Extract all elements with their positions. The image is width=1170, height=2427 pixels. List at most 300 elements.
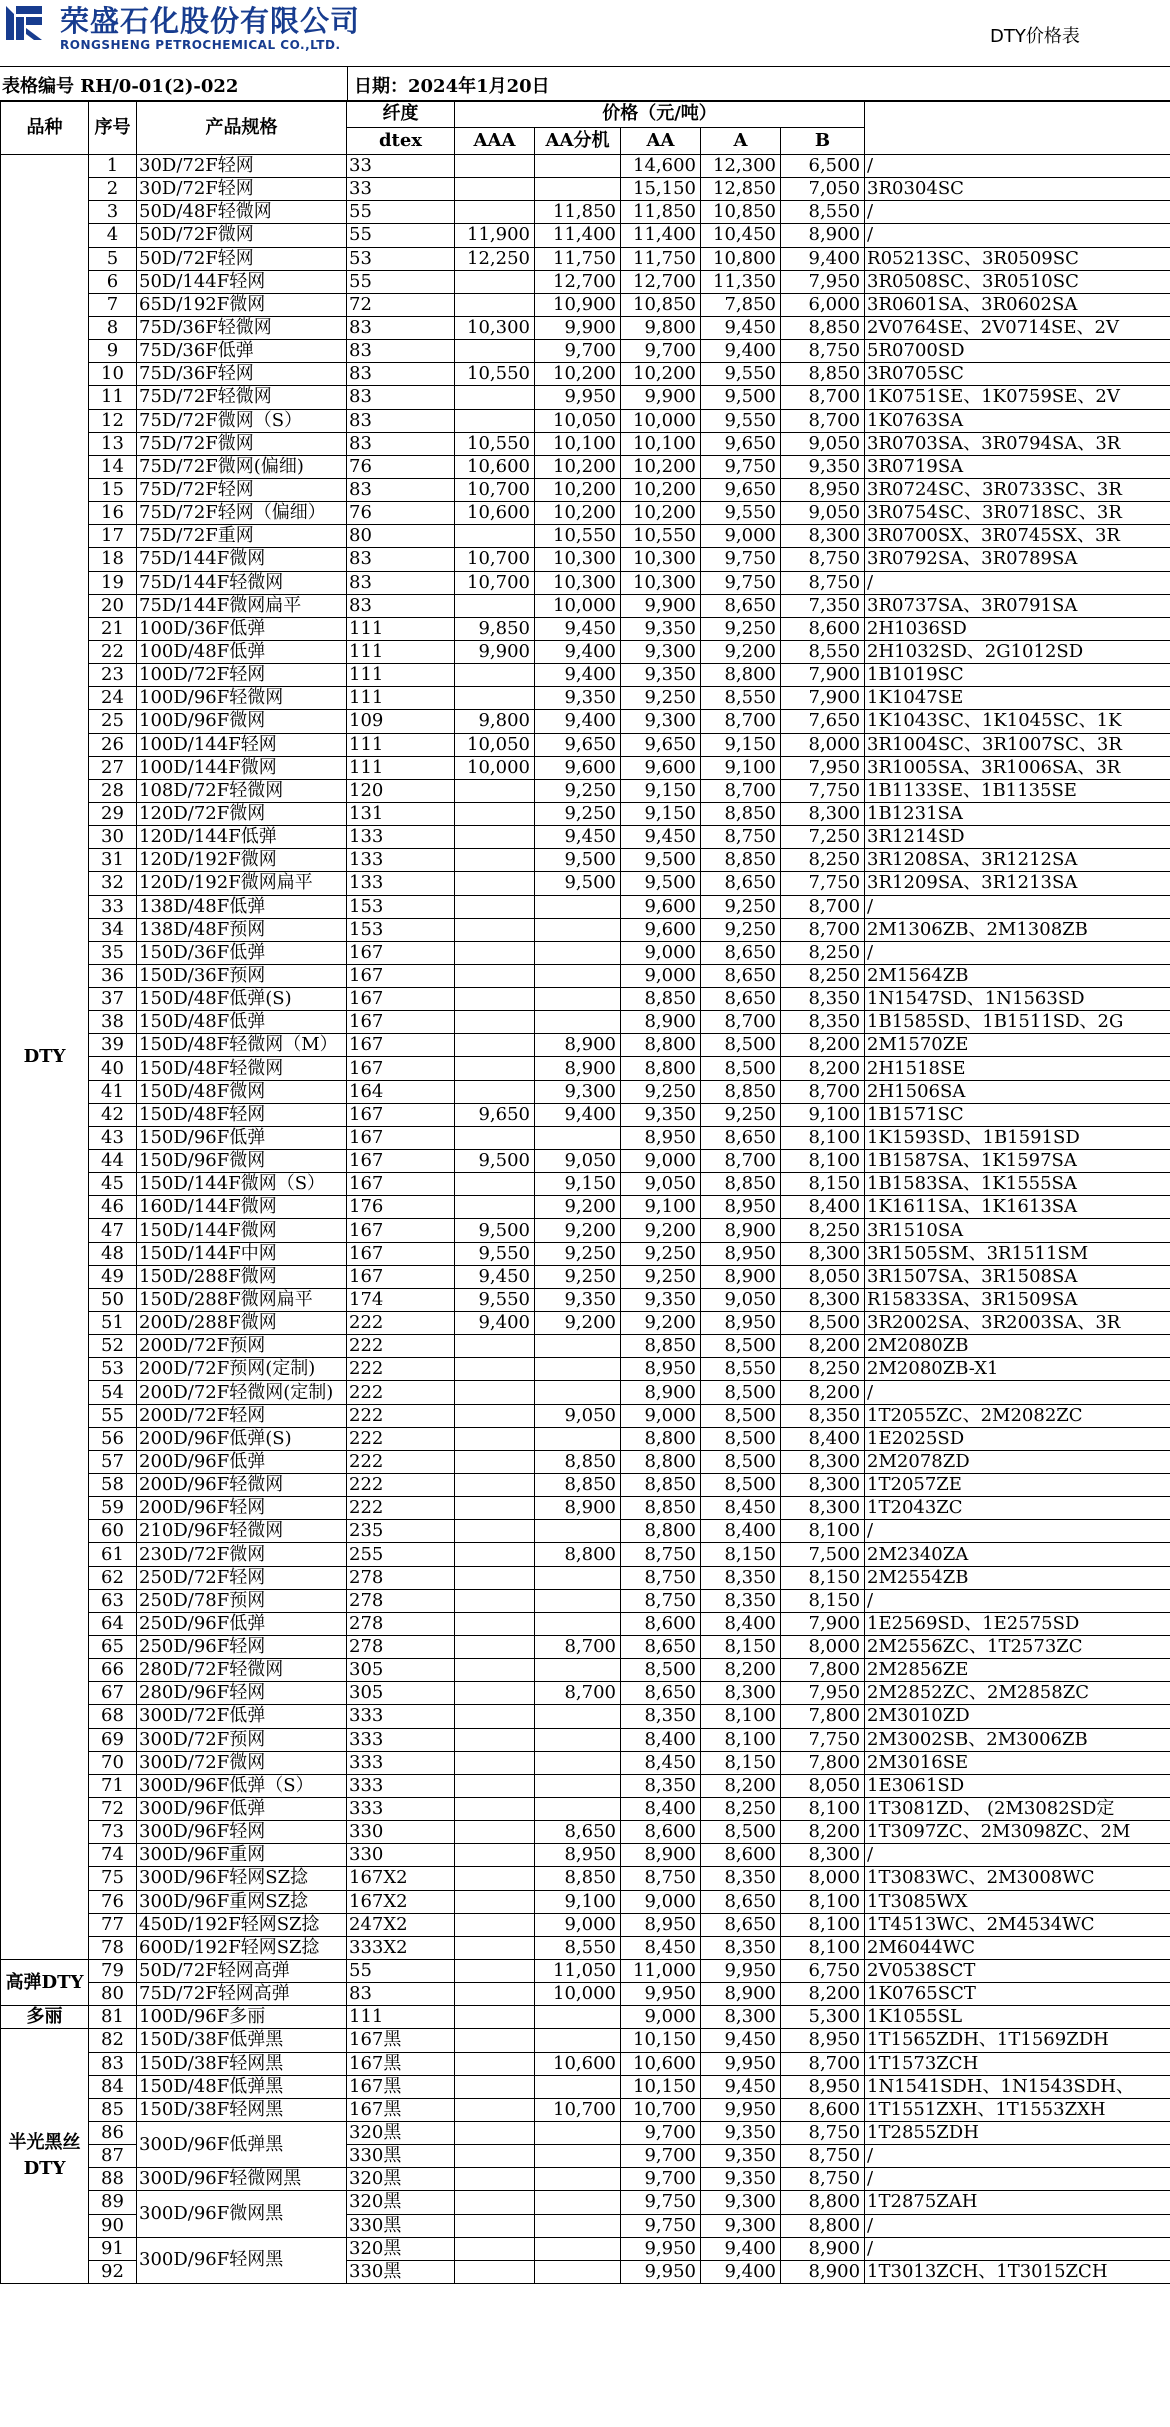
dtex-cell: 76 <box>347 502 455 525</box>
aa-cell: 9,000 <box>621 2006 701 2029</box>
b-cell: 8,050 <box>781 1265 865 1288</box>
a-cell: 10,850 <box>701 201 781 224</box>
spec-cell: 280D/72F轻微网 <box>137 1659 347 1682</box>
table-row <box>1 826 1170 849</box>
a-cell: 8,500 <box>701 1034 781 1057</box>
aa-cell: 10,200 <box>621 478 701 501</box>
aa-split-cell: 9,200 <box>535 1196 621 1219</box>
aa-cell: 14,600 <box>621 155 701 178</box>
b-cell: 5,300 <box>781 2006 865 2029</box>
table-row <box>1 293 1170 316</box>
b-cell: 8,750 <box>781 2121 865 2144</box>
a-cell: 9,250 <box>701 1103 781 1126</box>
aa-cell: 9,350 <box>621 664 701 687</box>
aaa-cell <box>455 1959 535 1982</box>
dtex-cell: 167黑 <box>347 2098 455 2121</box>
dtex-cell: 305 <box>347 1659 455 1682</box>
seq-cell: 13 <box>89 432 137 455</box>
seq-cell: 4 <box>89 224 137 247</box>
a-cell: 8,800 <box>701 664 781 687</box>
dtex-cell: 305 <box>347 1682 455 1705</box>
batch-cell: 1K0765SCT <box>865 1983 1170 2006</box>
aa-cell: 9,000 <box>621 941 701 964</box>
batch-cell: 2M2852ZC、2M2858ZC <box>865 1682 1170 1705</box>
table-row <box>1 363 1170 386</box>
b-cell: 8,300 <box>781 1450 865 1473</box>
aa-split-cell: 10,050 <box>535 409 621 432</box>
aaa-cell <box>455 988 535 1011</box>
dtex-cell: 167 <box>347 1103 455 1126</box>
b-cell: 8,000 <box>781 1867 865 1890</box>
aaa-cell <box>455 1728 535 1751</box>
table-row <box>1 2237 1170 2260</box>
dtex-cell: 153 <box>347 918 455 941</box>
spec-cell: 75D/144F微网扁平 <box>137 594 347 617</box>
seq-cell: 25 <box>89 710 137 733</box>
dtex-cell: 167 <box>347 1242 455 1265</box>
seq-cell: 18 <box>89 548 137 571</box>
dtex-cell: 55 <box>347 270 455 293</box>
aaa-cell: 10,700 <box>455 548 535 571</box>
b-cell: 8,750 <box>781 2168 865 2191</box>
aa-split-cell <box>535 1520 621 1543</box>
table-row <box>1 1288 1170 1311</box>
aaa-cell <box>455 1705 535 1728</box>
aa-split-cell <box>535 2029 621 2052</box>
spec-cell: 150D/48F微网 <box>137 1080 347 1103</box>
b-cell: 8,100 <box>781 1936 865 1959</box>
seq-cell: 80 <box>89 1983 137 2006</box>
aaa-cell <box>455 1821 535 1844</box>
b-cell: 8,500 <box>781 1312 865 1335</box>
spec-cell: 100D/96F轻微网 <box>137 687 347 710</box>
dtex-cell: 83 <box>347 548 455 571</box>
table-row <box>1 270 1170 293</box>
aa-cell: 8,400 <box>621 1728 701 1751</box>
aaa-cell <box>455 340 535 363</box>
b-cell: 8,900 <box>781 2260 865 2283</box>
dtex-cell: 33 <box>347 155 455 178</box>
b-cell: 8,700 <box>781 2052 865 2075</box>
b-cell: 8,300 <box>781 525 865 548</box>
dtex-cell: 222 <box>347 1474 455 1497</box>
b-cell: 6,000 <box>781 293 865 316</box>
aaa-cell <box>455 1659 535 1682</box>
dtex-cell: 111 <box>347 687 455 710</box>
aaa-cell: 10,700 <box>455 478 535 501</box>
batch-cell: / <box>865 571 1170 594</box>
dtex-cell: 222 <box>347 1312 455 1335</box>
batch-cell: 1T3081ZD、 (2M3082SD定 <box>865 1797 1170 1820</box>
batch-cell: 2M2080ZB-X1 <box>865 1358 1170 1381</box>
batch-cell: 3R0703SA、3R0794SA、3R <box>865 432 1170 455</box>
batch-cell: / <box>865 155 1170 178</box>
aa-split-cell <box>535 1612 621 1635</box>
b-cell: 8,600 <box>781 617 865 640</box>
table-row <box>1 594 1170 617</box>
spec-cell: 100D/144F轻网 <box>137 733 347 756</box>
aaa-cell <box>455 687 535 710</box>
dtex-cell: 235 <box>347 1520 455 1543</box>
aa-cell: 9,700 <box>621 2168 701 2191</box>
a-cell: 8,150 <box>701 1543 781 1566</box>
a-cell: 8,950 <box>701 1196 781 1219</box>
a-cell: 8,500 <box>701 1335 781 1358</box>
dtex-cell: 167 <box>347 988 455 1011</box>
batch-cell: 1E2569SD、1E2575SD <box>865 1612 1170 1635</box>
dtex-cell: 83 <box>347 386 455 409</box>
b-cell: 8,150 <box>781 1173 865 1196</box>
aa-cell: 9,600 <box>621 918 701 941</box>
b-cell: 7,500 <box>781 1543 865 1566</box>
a-cell: 8,850 <box>701 1080 781 1103</box>
aa-cell: 10,200 <box>621 363 701 386</box>
aa-split-cell: 10,300 <box>535 548 621 571</box>
aaa-cell <box>455 918 535 941</box>
batch-cell: 3R0700SX、3R0745SX、3R <box>865 525 1170 548</box>
aa-split-cell: 8,950 <box>535 1844 621 1867</box>
seq-cell: 73 <box>89 1821 137 1844</box>
batch-cell: 3R0754SC、3R0718SC、3R <box>865 502 1170 525</box>
aa-cell: 9,150 <box>621 802 701 825</box>
aa-cell: 9,250 <box>621 687 701 710</box>
batch-cell: R05213SC、3R0509SC <box>865 247 1170 270</box>
table-row <box>1 1821 1170 1844</box>
aaa-cell: 10,700 <box>455 571 535 594</box>
a-cell: 8,950 <box>701 1242 781 1265</box>
dtex-cell: 330黑 <box>347 2214 455 2237</box>
dtex-cell: 83 <box>347 316 455 339</box>
page-header <box>0 0 1170 62</box>
batch-cell: 1B1587SA、1K1597SA <box>865 1150 1170 1173</box>
batch-cell: 2M3016SE <box>865 1751 1170 1774</box>
aa-cell: 9,350 <box>621 1103 701 1126</box>
dtex-cell: 167 <box>347 1219 455 1242</box>
aa-split-cell <box>535 2214 621 2237</box>
a-cell: 8,750 <box>701 826 781 849</box>
header-batch <box>865 101 1170 155</box>
table-row <box>1 409 1170 432</box>
spec-cell: 150D/38F低弹黑 <box>137 2029 347 2052</box>
b-cell: 8,200 <box>781 1335 865 1358</box>
a-cell: 8,100 <box>701 1705 781 1728</box>
aa-cell: 9,000 <box>621 1150 701 1173</box>
a-cell: 8,200 <box>701 1774 781 1797</box>
seq-cell: 88 <box>89 2168 137 2191</box>
aa-split-cell <box>535 1427 621 1450</box>
aaa-cell: 9,400 <box>455 1312 535 1335</box>
a-cell: 8,550 <box>701 687 781 710</box>
aa-cell: 9,700 <box>621 2121 701 2144</box>
spec-cell: 75D/144F微网 <box>137 548 347 571</box>
dtex-cell: 111 <box>347 664 455 687</box>
dtex-cell: 255 <box>347 1543 455 1566</box>
batch-cell: 3R1507SA、3R1508SA <box>865 1265 1170 1288</box>
table-row <box>1 1520 1170 1543</box>
aaa-cell: 9,550 <box>455 1288 535 1311</box>
seq-cell: 53 <box>89 1358 137 1381</box>
spec-cell: 100D/144F微网 <box>137 756 347 779</box>
b-cell: 8,300 <box>781 802 865 825</box>
a-cell: 8,650 <box>701 941 781 964</box>
table-row <box>1 1612 1170 1635</box>
aa-cell: 8,750 <box>621 1543 701 1566</box>
seq-cell: 11 <box>89 386 137 409</box>
aa-split-cell: 8,850 <box>535 1867 621 1890</box>
aaa-cell: 9,650 <box>455 1103 535 1126</box>
table-row <box>1 1797 1170 1820</box>
batch-cell: 1T3097ZC、2M3098ZC、2M <box>865 1821 1170 1844</box>
dtex-cell: 330黑 <box>347 2145 455 2168</box>
aaa-cell <box>455 2237 535 2260</box>
spec-cell: 150D/288F微网扁平 <box>137 1288 347 1311</box>
aa-split-cell: 9,650 <box>535 733 621 756</box>
b-cell: 7,050 <box>781 178 865 201</box>
dtex-cell: 111 <box>347 617 455 640</box>
a-cell: 9,550 <box>701 409 781 432</box>
a-cell: 9,400 <box>701 340 781 363</box>
batch-cell: 1B1571SC <box>865 1103 1170 1126</box>
a-cell: 9,300 <box>701 2191 781 2214</box>
batch-cell: 2H1506SA <box>865 1080 1170 1103</box>
spec-cell: 75D/72F轻网 <box>137 478 347 501</box>
b-cell: 8,150 <box>781 1566 865 1589</box>
aa-cell: 8,800 <box>621 1057 701 1080</box>
batch-cell: 5R0700SD <box>865 340 1170 363</box>
b-cell: 8,950 <box>781 2029 865 2052</box>
spec-cell: 450D/192F轻网SZ捻 <box>137 1913 347 1936</box>
aaa-cell <box>455 1543 535 1566</box>
b-cell: 9,050 <box>781 502 865 525</box>
dtex-cell: 120 <box>347 779 455 802</box>
a-cell: 10,450 <box>701 224 781 247</box>
rongsheng-logo-icon <box>4 4 44 42</box>
aa-split-cell <box>535 1126 621 1149</box>
dtex-cell: 83 <box>347 571 455 594</box>
dtex-cell: 320黑 <box>347 2121 455 2144</box>
table-row <box>1 1034 1170 1057</box>
a-cell: 9,400 <box>701 2260 781 2283</box>
dtex-cell: 133 <box>347 872 455 895</box>
aa-split-cell: 9,300 <box>535 1080 621 1103</box>
seq-cell: 87 <box>89 2145 137 2168</box>
dtex-cell: 109 <box>347 710 455 733</box>
aaa-cell <box>455 941 535 964</box>
aaa-cell <box>455 1011 535 1034</box>
b-cell: 8,250 <box>781 1219 865 1242</box>
aa-split-cell <box>535 2121 621 2144</box>
seq-cell: 92 <box>89 2260 137 2283</box>
aa-cell: 8,500 <box>621 1659 701 1682</box>
b-cell: 8,100 <box>781 1150 865 1173</box>
spec-cell: 300D/96F低弹（S） <box>137 1774 347 1797</box>
b-cell: 7,950 <box>781 1682 865 1705</box>
a-cell: 8,200 <box>701 1659 781 1682</box>
dtex-cell: 167X2 <box>347 1867 455 1890</box>
aa-split-cell: 8,700 <box>535 1636 621 1659</box>
a-cell: 8,250 <box>701 1797 781 1820</box>
batch-cell: / <box>865 201 1170 224</box>
aa-cell: 8,850 <box>621 1335 701 1358</box>
a-cell: 9,950 <box>701 2098 781 2121</box>
b-cell: 8,300 <box>781 1497 865 1520</box>
seq-cell: 6 <box>89 270 137 293</box>
dtex-cell: 278 <box>347 1589 455 1612</box>
dtex-cell: 167 <box>347 1034 455 1057</box>
batch-cell: 2M1306ZB、2M1308ZB <box>865 918 1170 941</box>
seq-cell: 51 <box>89 1312 137 1335</box>
b-cell: 8,700 <box>781 386 865 409</box>
a-cell: 9,000 <box>701 525 781 548</box>
table-row <box>1 155 1170 178</box>
table-row <box>1 872 1170 895</box>
aaa-cell <box>455 2121 535 2144</box>
aaa-cell <box>455 525 535 548</box>
seq-cell: 89 <box>89 2191 137 2214</box>
batch-cell: / <box>865 941 1170 964</box>
a-cell: 8,650 <box>701 594 781 617</box>
aa-split-cell: 11,750 <box>535 247 621 270</box>
a-cell: 8,500 <box>701 1427 781 1450</box>
seq-cell: 75 <box>89 1867 137 1890</box>
aa-split-cell: 10,200 <box>535 478 621 501</box>
aa-split-cell: 9,450 <box>535 826 621 849</box>
aa-cell: 10,600 <box>621 2052 701 2075</box>
table-row <box>1 247 1170 270</box>
batch-cell: 2M2080ZB <box>865 1335 1170 1358</box>
b-cell: 8,250 <box>781 1358 865 1381</box>
batch-cell: 1K1047SE <box>865 687 1170 710</box>
seq-cell: 78 <box>89 1936 137 1959</box>
aa-cell: 8,600 <box>621 1612 701 1635</box>
aa-cell: 9,000 <box>621 1404 701 1427</box>
aa-split-cell: 10,200 <box>535 502 621 525</box>
aa-split-cell: 9,700 <box>535 340 621 363</box>
batch-cell: / <box>865 1520 1170 1543</box>
batch-cell: 2M2078ZD <box>865 1450 1170 1473</box>
aa-split-cell <box>535 1381 621 1404</box>
aa-cell: 10,300 <box>621 548 701 571</box>
header-dtex-1: 纤度 <box>347 101 455 128</box>
seq-cell: 26 <box>89 733 137 756</box>
dtex-cell: 55 <box>347 224 455 247</box>
aa-cell: 9,000 <box>621 1890 701 1913</box>
aa-cell: 8,450 <box>621 1936 701 1959</box>
seq-cell: 83 <box>89 2052 137 2075</box>
aa-cell: 15,150 <box>621 178 701 201</box>
seq-cell: 7 <box>89 293 137 316</box>
spec-cell: 50D/48F轻微网 <box>137 201 347 224</box>
b-cell: 8,550 <box>781 640 865 663</box>
seq-cell: 86 <box>89 2121 137 2144</box>
spec-cell: 100D/48F低弹 <box>137 640 347 663</box>
a-cell: 9,550 <box>701 502 781 525</box>
header-dtex-2: dtex <box>347 128 455 155</box>
seq-cell: 40 <box>89 1057 137 1080</box>
table-row <box>1 687 1170 710</box>
aaa-cell <box>455 1474 535 1497</box>
a-cell: 8,350 <box>701 1589 781 1612</box>
seq-cell: 10 <box>89 363 137 386</box>
dtex-cell: 111 <box>347 756 455 779</box>
aa-cell: 11,750 <box>621 247 701 270</box>
header-row-1 <box>1 101 1170 128</box>
table-row <box>1 1983 1170 2006</box>
spec-cell: 100D/96F微网 <box>137 710 347 733</box>
seq-cell: 39 <box>89 1034 137 1057</box>
table-row <box>1 1913 1170 1936</box>
seq-cell: 21 <box>89 617 137 640</box>
spec-cell: 30D/72F轻网 <box>137 155 347 178</box>
batch-cell: 1T2057ZE <box>865 1474 1170 1497</box>
batch-cell: / <box>865 2237 1170 2260</box>
table-row <box>1 316 1170 339</box>
dtex-cell: 55 <box>347 201 455 224</box>
aa-split-cell: 9,050 <box>535 1404 621 1427</box>
batch-cell: 1N1547SD、1N1563SD <box>865 988 1170 1011</box>
dtex-cell: 72 <box>347 293 455 316</box>
table-row <box>1 1636 1170 1659</box>
aaa-cell <box>455 1173 535 1196</box>
a-cell: 8,900 <box>701 1219 781 1242</box>
aa-split-cell <box>535 178 621 201</box>
table-row <box>1 571 1170 594</box>
aa-split-cell: 8,700 <box>535 1682 621 1705</box>
a-cell: 8,400 <box>701 1520 781 1543</box>
b-cell: 8,850 <box>781 316 865 339</box>
seq-cell: 74 <box>89 1844 137 1867</box>
spec-cell: 150D/38F轻网黑 <box>137 2052 347 2075</box>
dtex-cell: 333 <box>347 1774 455 1797</box>
batch-cell: 3R0737SA、3R0791SA <box>865 594 1170 617</box>
batch-cell: 1B1231SA <box>865 802 1170 825</box>
spec-cell: 200D/72F预网(定制) <box>137 1358 347 1381</box>
batch-cell: / <box>865 2168 1170 2191</box>
category-cell: 半光黑丝DTY <box>1 2029 89 2284</box>
aa-split-cell: 9,900 <box>535 316 621 339</box>
b-cell: 6,750 <box>781 1959 865 1982</box>
b-cell: 7,750 <box>781 872 865 895</box>
aaa-cell <box>455 178 535 201</box>
b-cell: 8,350 <box>781 988 865 1011</box>
seq-cell: 90 <box>89 2214 137 2237</box>
aaa-cell <box>455 1751 535 1774</box>
dtex-cell: 33 <box>347 178 455 201</box>
spec-cell: 300D/72F低弹 <box>137 1705 347 1728</box>
dtex-cell: 247X2 <box>347 1913 455 1936</box>
aaa-cell <box>455 2168 535 2191</box>
aa-split-cell <box>535 1705 621 1728</box>
aaa-cell <box>455 1890 535 1913</box>
spec-cell: 120D/192F微网扁平 <box>137 872 347 895</box>
aa-cell: 8,450 <box>621 1751 701 1774</box>
b-cell: 9,400 <box>781 247 865 270</box>
b-cell: 8,750 <box>781 548 865 571</box>
batch-cell: 1E2025SD <box>865 1427 1170 1450</box>
aaa-cell <box>455 895 535 918</box>
header-a: A <box>701 128 781 155</box>
a-cell: 9,300 <box>701 2214 781 2237</box>
aa-split-cell <box>535 2260 621 2283</box>
aa-cell: 9,000 <box>621 964 701 987</box>
aaa-cell <box>455 1335 535 1358</box>
table-row <box>1 733 1170 756</box>
table-row <box>1 617 1170 640</box>
dtex-cell: 167 <box>347 1011 455 1034</box>
aaa-cell: 9,800 <box>455 710 535 733</box>
a-cell: 8,450 <box>701 1497 781 1520</box>
aa-split-cell <box>535 1797 621 1820</box>
